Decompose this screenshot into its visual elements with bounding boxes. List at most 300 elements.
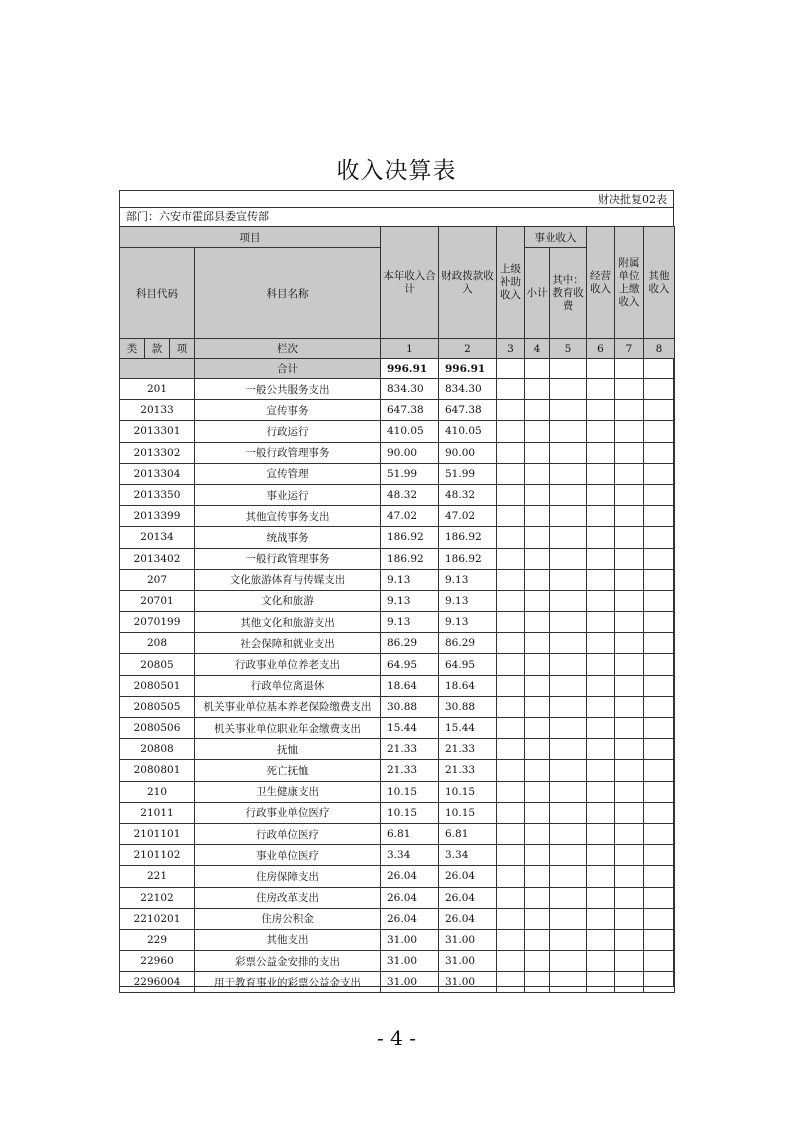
row-name: 宣传管理 [195, 463, 381, 484]
empty-cell [644, 421, 675, 442]
row-fiscal: 9.13 [439, 569, 497, 590]
col-num: 7 [615, 339, 644, 359]
row-name: 其他宣传事务支出 [195, 506, 381, 527]
row-name: 其他文化和旅游支出 [195, 612, 381, 633]
empty-cell [525, 718, 550, 739]
empty-cell [587, 612, 615, 633]
empty-cell [525, 379, 550, 400]
empty-cell [587, 654, 615, 675]
row-fiscal: 26.04 [439, 908, 497, 929]
row-code: 20808 [120, 739, 195, 760]
header-xiang: 项 [170, 339, 195, 359]
empty-cell [550, 718, 587, 739]
row-fiscal: 186.92 [439, 548, 497, 569]
row-fiscal: 86.29 [439, 633, 497, 654]
empty-cell [497, 359, 525, 379]
table-row [120, 612, 675, 633]
col-num: 4 [525, 339, 550, 359]
empty-cell [587, 548, 615, 569]
row-total: 10.15 [381, 781, 439, 802]
empty-cell [615, 929, 644, 950]
empty-cell [525, 569, 550, 590]
empty-cell [644, 739, 675, 760]
table-row [120, 845, 675, 866]
row-code: 2013304 [120, 463, 195, 484]
empty-cell [615, 972, 644, 993]
table-row [120, 590, 675, 611]
row-code: 229 [120, 929, 195, 950]
empty-cell [497, 929, 525, 950]
empty-cell [644, 696, 675, 717]
table-row [120, 379, 675, 400]
row-code: 2013301 [120, 421, 195, 442]
empty-cell [615, 400, 644, 421]
empty-cell [525, 972, 550, 993]
row-code: 201 [120, 379, 195, 400]
total-row [120, 359, 675, 379]
empty-cell [525, 633, 550, 654]
row-code: 22102 [120, 887, 195, 908]
empty-cell [615, 569, 644, 590]
row-total: 6.81 [381, 823, 439, 844]
empty-cell [587, 972, 615, 993]
empty-cell [644, 442, 675, 463]
row-fiscal: 26.04 [439, 887, 497, 908]
empty-cell [587, 866, 615, 887]
empty-cell [550, 760, 587, 781]
empty-cell [587, 887, 615, 908]
empty-cell [525, 421, 550, 442]
header-kuan: 款 [145, 339, 170, 359]
empty-cell [644, 781, 675, 802]
empty-cell [550, 442, 587, 463]
empty-cell [587, 739, 615, 760]
empty-cell [644, 463, 675, 484]
row-code: 2296004 [120, 972, 195, 993]
row-code: 20134 [120, 527, 195, 548]
row-code: 221 [120, 866, 195, 887]
row-code: 208 [120, 633, 195, 654]
empty-cell [615, 866, 644, 887]
row-total: 9.13 [381, 569, 439, 590]
row-name: 行政事业单位养老支出 [195, 654, 381, 675]
row-fiscal: 6.81 [439, 823, 497, 844]
row-code: 2210201 [120, 908, 195, 929]
empty-cell [550, 506, 587, 527]
row-total: 31.00 [381, 972, 439, 993]
empty-cell [550, 400, 587, 421]
header-affiliated: 附属单位上缴收入 [615, 227, 644, 339]
row-code: 2080505 [120, 696, 195, 717]
empty-cell [644, 845, 675, 866]
table-row [120, 527, 675, 548]
table-row [120, 781, 675, 802]
empty-cell [587, 506, 615, 527]
data-rows [120, 379, 675, 993]
row-fiscal: 18.64 [439, 675, 497, 696]
row-code: 2013302 [120, 442, 195, 463]
empty-cell [550, 823, 587, 844]
empty-cell [525, 951, 550, 972]
empty-cell [644, 972, 675, 993]
empty-cell [644, 548, 675, 569]
empty-cell [587, 802, 615, 823]
empty-cell [550, 887, 587, 908]
empty-cell [525, 823, 550, 844]
empty-cell [615, 908, 644, 929]
row-name: 住房改革支出 [195, 887, 381, 908]
row-code: 210 [120, 781, 195, 802]
col-num: 1 [381, 339, 439, 359]
row-code: 20701 [120, 590, 195, 611]
header-edu-fee: 其中：教育收费 [550, 248, 587, 339]
empty-cell [644, 760, 675, 781]
row-name: 抚恤 [195, 739, 381, 760]
empty-cell [587, 359, 615, 379]
row-name: 事业运行 [195, 484, 381, 505]
table-row [120, 908, 675, 929]
table-row [120, 887, 675, 908]
table-row [120, 442, 675, 463]
empty-cell [525, 802, 550, 823]
table-row [120, 929, 675, 950]
row-code: 22960 [120, 951, 195, 972]
empty-cell [525, 696, 550, 717]
row-fiscal: 31.00 [439, 972, 497, 993]
row-total: 47.02 [381, 506, 439, 527]
row-name: 一般行政管理事务 [195, 442, 381, 463]
page-title: 收入决算表 [336, 158, 457, 184]
col-num: 3 [497, 339, 525, 359]
row-code: 2013399 [120, 506, 195, 527]
empty-cell [550, 590, 587, 611]
empty-cell [550, 612, 587, 633]
table-row [120, 760, 675, 781]
empty-cell [644, 675, 675, 696]
row-name: 机关事业单位基本养老保险缴费支出 [195, 696, 381, 717]
row-code: 2070199 [120, 612, 195, 633]
empty-cell [497, 802, 525, 823]
empty-cell [525, 760, 550, 781]
empty-cell [550, 739, 587, 760]
empty-cell [550, 548, 587, 569]
table-row [120, 569, 675, 590]
table-row [120, 421, 675, 442]
empty-cell [615, 484, 644, 505]
header-project: 项目 [120, 227, 381, 248]
empty-cell [644, 802, 675, 823]
income-table [119, 226, 675, 993]
empty-cell [497, 866, 525, 887]
empty-cell [497, 590, 525, 611]
row-name: 住房保障支出 [195, 866, 381, 887]
empty-cell [497, 442, 525, 463]
row-name: 社会保障和就业支出 [195, 633, 381, 654]
row-code: 2080506 [120, 718, 195, 739]
row-total: 21.33 [381, 739, 439, 760]
row-name: 行政单位医疗 [195, 823, 381, 844]
empty-cell [525, 400, 550, 421]
empty-cell [644, 718, 675, 739]
empty-cell [644, 612, 675, 633]
empty-cell [644, 569, 675, 590]
row-total: 834.30 [381, 379, 439, 400]
row-fiscal: 90.00 [439, 442, 497, 463]
empty-cell [550, 421, 587, 442]
empty-cell [525, 781, 550, 802]
row-name: 行政单位离退休 [195, 675, 381, 696]
empty-cell [550, 633, 587, 654]
empty-cell [550, 696, 587, 717]
empty-cell [587, 823, 615, 844]
row-total: 26.04 [381, 866, 439, 887]
row-name: 卫生健康支出 [195, 781, 381, 802]
empty-cell [587, 908, 615, 929]
income-statement-sheet [119, 190, 674, 987]
empty-cell [497, 760, 525, 781]
total-income-value: 996.91 [381, 359, 439, 379]
row-fiscal: 410.05 [439, 421, 497, 442]
empty-cell [615, 654, 644, 675]
row-fiscal: 31.00 [439, 929, 497, 950]
row-code: 2013402 [120, 548, 195, 569]
header-subtotal: 小计 [525, 248, 550, 339]
row-code: 20805 [120, 654, 195, 675]
row-total: 90.00 [381, 442, 439, 463]
row-total: 10.15 [381, 802, 439, 823]
header-other: 其他收入 [644, 227, 675, 339]
row-code: 2080501 [120, 675, 195, 696]
table-row [120, 463, 675, 484]
table-row [120, 400, 675, 421]
row-code: 207 [120, 569, 195, 590]
row-total: 31.00 [381, 951, 439, 972]
empty-cell [615, 675, 644, 696]
row-name: 事业单位医疗 [195, 845, 381, 866]
row-name: 文化和旅游 [195, 590, 381, 611]
empty-cell [587, 675, 615, 696]
empty-cell [587, 590, 615, 611]
empty-cell [550, 781, 587, 802]
col-num: 8 [644, 339, 675, 359]
empty-cell [525, 506, 550, 527]
empty-cell [644, 654, 675, 675]
empty-cell [497, 675, 525, 696]
col-num: 6 [587, 339, 615, 359]
empty-cell [587, 463, 615, 484]
row-name: 一般行政管理事务 [195, 548, 381, 569]
row-fiscal: 10.15 [439, 802, 497, 823]
table-row [120, 675, 675, 696]
empty-cell [497, 845, 525, 866]
table-row [120, 823, 675, 844]
empty-cell [497, 612, 525, 633]
row-total: 9.13 [381, 612, 439, 633]
empty-cell [497, 569, 525, 590]
row-name: 行政运行 [195, 421, 381, 442]
empty-cell [587, 400, 615, 421]
row-fiscal: 15.44 [439, 718, 497, 739]
empty-cell [644, 359, 675, 379]
empty-cell [615, 823, 644, 844]
empty-cell [587, 569, 615, 590]
row-total: 21.33 [381, 760, 439, 781]
row-total: 86.29 [381, 633, 439, 654]
row-total: 186.92 [381, 527, 439, 548]
col-num: 5 [550, 339, 587, 359]
row-fiscal: 9.13 [439, 612, 497, 633]
table-row [120, 696, 675, 717]
empty-cell [644, 951, 675, 972]
total-fiscal-value: 996.91 [439, 359, 497, 379]
table-row [120, 633, 675, 654]
empty-cell [550, 929, 587, 950]
row-name: 用于教育事业的彩票公益金支出 [195, 972, 381, 993]
empty-cell [587, 951, 615, 972]
row-fiscal: 64.95 [439, 654, 497, 675]
empty-cell [615, 421, 644, 442]
empty-cell [497, 739, 525, 760]
empty-cell [644, 908, 675, 929]
row-code: 21011 [120, 802, 195, 823]
empty-cell [550, 484, 587, 505]
row-code: 2101102 [120, 845, 195, 866]
row-total: 26.04 [381, 887, 439, 908]
row-fiscal: 834.30 [439, 379, 497, 400]
row-name: 一般公共服务支出 [195, 379, 381, 400]
empty-cell [615, 442, 644, 463]
empty-cell [550, 972, 587, 993]
table-row [120, 972, 675, 993]
empty-cell [525, 612, 550, 633]
empty-cell [550, 569, 587, 590]
table-row [120, 654, 675, 675]
empty-cell [587, 442, 615, 463]
row-code: 2080801 [120, 760, 195, 781]
row-name: 统战事务 [195, 527, 381, 548]
row-total: 31.00 [381, 929, 439, 950]
empty-cell [550, 675, 587, 696]
row-total: 51.99 [381, 463, 439, 484]
empty-cell [615, 718, 644, 739]
table-row [120, 951, 675, 972]
empty-cell [644, 590, 675, 611]
empty-cell [497, 506, 525, 527]
header-code: 科目代码 [120, 248, 195, 339]
row-name: 彩票公益金安排的支出 [195, 951, 381, 972]
row-fiscal: 9.13 [439, 590, 497, 611]
empty-cell [497, 908, 525, 929]
empty-cell [615, 379, 644, 400]
empty-cell [587, 527, 615, 548]
header-fiscal: 财政拨款收入 [439, 227, 497, 339]
empty-cell [615, 802, 644, 823]
empty-cell [644, 379, 675, 400]
empty-cell [550, 951, 587, 972]
empty-cell [587, 760, 615, 781]
row-name: 机关事业单位职业年金缴费支出 [195, 718, 381, 739]
empty-cell [525, 590, 550, 611]
table-row [120, 506, 675, 527]
empty-cell [525, 442, 550, 463]
empty-cell [550, 379, 587, 400]
empty-cell [497, 972, 525, 993]
empty-cell [525, 845, 550, 866]
header-operating: 经营收入 [587, 227, 615, 339]
empty-cell [615, 633, 644, 654]
empty-cell [525, 548, 550, 569]
table-row [120, 718, 675, 739]
department-label: 部门：六安市霍邱县委宣传部 [126, 210, 269, 223]
table-row [120, 548, 675, 569]
header-name: 科目名称 [195, 248, 381, 339]
row-fiscal: 21.33 [439, 739, 497, 760]
empty-cell [615, 887, 644, 908]
empty-cell [587, 781, 615, 802]
empty-cell [587, 633, 615, 654]
empty-cell [497, 379, 525, 400]
header-total-income: 本年收入合计 [381, 227, 439, 339]
empty-cell [525, 359, 550, 379]
row-fiscal: 31.00 [439, 951, 497, 972]
row-name: 宣传事务 [195, 400, 381, 421]
row-code: 2101101 [120, 823, 195, 844]
empty-cell [615, 951, 644, 972]
empty-cell [644, 527, 675, 548]
empty-cell [525, 484, 550, 505]
row-name: 文化旅游体育与传媒支出 [195, 569, 381, 590]
empty-cell [587, 379, 615, 400]
empty-cell [587, 421, 615, 442]
empty-cell [644, 400, 675, 421]
row-code: 2013350 [120, 484, 195, 505]
total-label: 合计 [195, 359, 381, 379]
empty-cell [525, 908, 550, 929]
table-row [120, 802, 675, 823]
empty-cell [615, 739, 644, 760]
empty-cell [497, 781, 525, 802]
empty-cell [587, 929, 615, 950]
empty-cell [497, 951, 525, 972]
empty-cell [550, 802, 587, 823]
row-name: 死亡抚恤 [195, 760, 381, 781]
empty-cell [497, 823, 525, 844]
empty-cell [615, 590, 644, 611]
empty-cell [644, 866, 675, 887]
header-superior: 上级补助收入 [497, 227, 525, 339]
empty-cell [615, 760, 644, 781]
empty-cell [615, 548, 644, 569]
header-column: 栏次 [195, 339, 381, 359]
row-fiscal: 26.04 [439, 866, 497, 887]
empty-cell [525, 463, 550, 484]
empty-cell [497, 633, 525, 654]
total-code-cell [120, 359, 195, 379]
empty-cell [497, 527, 525, 548]
row-name: 住房公积金 [195, 908, 381, 929]
row-name: 行政事业单位医疗 [195, 802, 381, 823]
row-fiscal: 30.88 [439, 696, 497, 717]
empty-cell [644, 633, 675, 654]
empty-cell [525, 654, 550, 675]
empty-cell [497, 400, 525, 421]
empty-cell [497, 548, 525, 569]
empty-cell [550, 359, 587, 379]
empty-cell [550, 654, 587, 675]
empty-cell [550, 527, 587, 548]
col-num: 2 [439, 339, 497, 359]
empty-cell [587, 696, 615, 717]
